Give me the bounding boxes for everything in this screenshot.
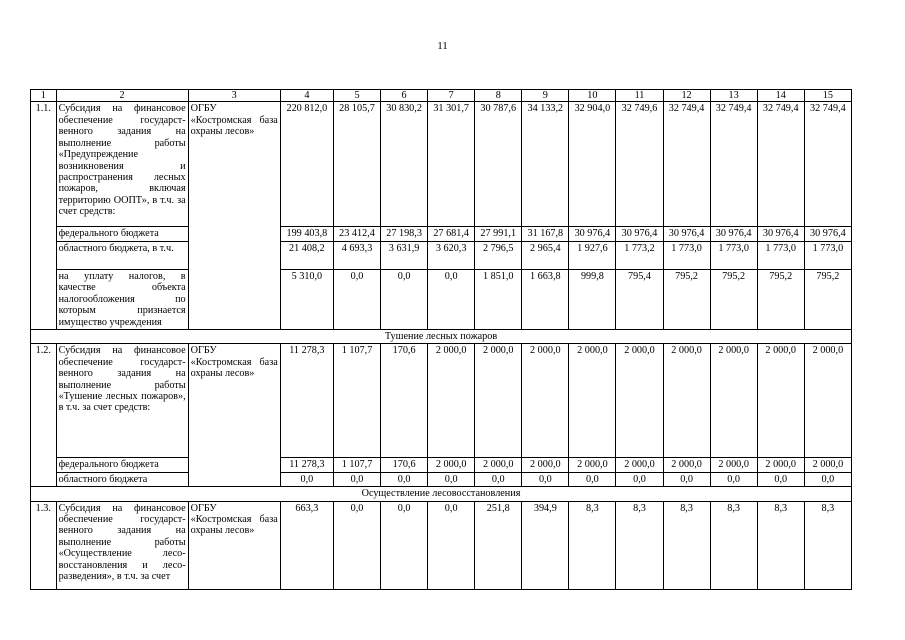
- budget-table: [30, 89, 852, 590]
- table-row: [31, 344, 852, 458]
- column-number-cell: 13: [710, 90, 757, 102]
- value-cell: 1 773,2: [616, 241, 663, 269]
- value-cell: 1 663,8: [522, 269, 569, 329]
- table-row: [31, 241, 852, 269]
- value-cell: 8,3: [757, 501, 804, 589]
- value-cell: 2 000,0: [663, 344, 710, 458]
- value-cell: 2 000,0: [710, 344, 757, 458]
- value-cell: 3 620,3: [428, 241, 475, 269]
- value-cell: 1 773,0: [757, 241, 804, 269]
- value-cell: 0,0: [522, 472, 569, 486]
- section-title: Тушение лесных пожаров: [31, 329, 852, 343]
- value-cell: 0,0: [381, 472, 428, 486]
- column-number-cell: 1: [31, 90, 57, 102]
- value-cell: 2 000,0: [616, 458, 663, 472]
- value-cell: 2 000,0: [710, 458, 757, 472]
- row-index: 1.2.: [31, 344, 57, 487]
- value-cell: 795,2: [663, 269, 710, 329]
- value-cell: 2 000,0: [616, 344, 663, 458]
- section-row: [31, 487, 852, 501]
- value-cell: 4 693,3: [333, 241, 380, 269]
- table-row: [31, 102, 852, 227]
- value-cell: 8,3: [710, 501, 757, 589]
- column-number-cell: 5: [333, 90, 380, 102]
- value-cell: 0,0: [280, 472, 333, 486]
- value-cell: 2 000,0: [475, 344, 522, 458]
- value-cell: 0,0: [333, 269, 380, 329]
- value-cell: 2 000,0: [522, 344, 569, 458]
- row-description: Субсидия на финансовое обеспечение государст-венного задания на выполнение работы «Тушение лесных пожаров», в т.ч. за счет средств:: [56, 344, 188, 458]
- value-cell: 21 408,2: [280, 241, 333, 269]
- value-cell: 2 000,0: [428, 344, 475, 458]
- column-number-cell: 15: [804, 90, 851, 102]
- value-cell: 2 000,0: [569, 344, 616, 458]
- column-number-cell: 11: [616, 90, 663, 102]
- section-row: [31, 329, 852, 343]
- value-cell: 23 412,4: [333, 227, 380, 241]
- table-row: [31, 269, 852, 329]
- value-cell: 30 976,4: [569, 227, 616, 241]
- value-cell: 0,0: [663, 472, 710, 486]
- value-cell: 2 965,4: [522, 241, 569, 269]
- column-number-cell: 7: [428, 90, 475, 102]
- table-body: [31, 90, 852, 590]
- value-cell: 31 167,8: [522, 227, 569, 241]
- row-executor: ОГБУ «Костромская база охраны лесов»: [188, 344, 280, 487]
- value-cell: 2 000,0: [757, 344, 804, 458]
- value-cell: 2 000,0: [804, 458, 851, 472]
- column-number-cell: 14: [757, 90, 804, 102]
- row-executor: ОГБУ «Костромская база охраны лесов»: [188, 102, 280, 330]
- value-cell: 27 681,4: [428, 227, 475, 241]
- funding-source-label: федерального бюджета: [56, 458, 188, 472]
- funding-source-label: федерального бюджета: [56, 227, 188, 241]
- table-row: [31, 472, 852, 486]
- value-cell: 30 830,2: [381, 102, 428, 227]
- value-cell: 32 749,4: [804, 102, 851, 227]
- value-cell: 1 773,0: [663, 241, 710, 269]
- column-number-cell: 8: [475, 90, 522, 102]
- table-row: [31, 501, 852, 589]
- value-cell: 0,0: [710, 472, 757, 486]
- funding-source-label: областного бюджета: [56, 472, 188, 486]
- value-cell: 2 000,0: [428, 458, 475, 472]
- value-cell: 30 976,4: [710, 227, 757, 241]
- value-cell: 1 107,7: [333, 344, 380, 458]
- value-cell: 170,6: [381, 344, 428, 458]
- value-cell: 2 000,0: [569, 458, 616, 472]
- value-cell: 31 301,7: [428, 102, 475, 227]
- value-cell: 27 198,3: [381, 227, 428, 241]
- value-cell: 795,2: [804, 269, 851, 329]
- column-number-cell: 12: [663, 90, 710, 102]
- value-cell: 11 278,3: [280, 344, 333, 458]
- value-cell: 3 631,9: [381, 241, 428, 269]
- value-cell: 1 773,0: [804, 241, 851, 269]
- value-cell: 1 773,0: [710, 241, 757, 269]
- value-cell: 0,0: [381, 269, 428, 329]
- value-cell: 795,2: [757, 269, 804, 329]
- table-row: [31, 458, 852, 472]
- value-cell: 8,3: [663, 501, 710, 589]
- value-cell: 32 749,4: [663, 102, 710, 227]
- value-cell: 8,3: [804, 501, 851, 589]
- value-cell: 0,0: [757, 472, 804, 486]
- funding-source-label: на уплату налогов, в качестве объекта налогообложения по которым признается имущество учреждения: [56, 269, 188, 329]
- column-number-cell: 6: [381, 90, 428, 102]
- value-cell: 220 812,0: [280, 102, 333, 227]
- value-cell: 0,0: [428, 269, 475, 329]
- value-cell: 999,8: [569, 269, 616, 329]
- value-cell: 30 787,6: [475, 102, 522, 227]
- row-index: 1.3.: [31, 501, 57, 589]
- value-cell: 28 105,7: [333, 102, 380, 227]
- table-row: [31, 227, 852, 241]
- value-cell: 0,0: [381, 501, 428, 589]
- column-number-cell: 4: [280, 90, 333, 102]
- value-cell: 8,3: [569, 501, 616, 589]
- value-cell: 1 107,7: [333, 458, 380, 472]
- value-cell: 663,3: [280, 501, 333, 589]
- value-cell: 32 749,4: [710, 102, 757, 227]
- column-number-cell: 10: [569, 90, 616, 102]
- value-cell: 2 000,0: [663, 458, 710, 472]
- page-number: 11: [437, 40, 448, 52]
- value-cell: 32 904,0: [569, 102, 616, 227]
- value-cell: 0,0: [804, 472, 851, 486]
- row-description: Субсидия на финансовое обеспечение государст-венного задания на выполнение работы «Осуществление лесо-восстановления и лесо-разведения», в т.ч. за счет: [56, 501, 188, 589]
- value-cell: 0,0: [569, 472, 616, 486]
- value-cell: 795,4: [616, 269, 663, 329]
- value-cell: 2 000,0: [475, 458, 522, 472]
- value-cell: 795,2: [710, 269, 757, 329]
- section-title: Осуществление лесовосстановления: [31, 487, 852, 501]
- value-cell: 32 749,6: [616, 102, 663, 227]
- value-cell: 251,8: [475, 501, 522, 589]
- value-cell: 27 991,1: [475, 227, 522, 241]
- value-cell: 0,0: [333, 472, 380, 486]
- value-cell: 34 133,2: [522, 102, 569, 227]
- value-cell: 0,0: [616, 472, 663, 486]
- value-cell: 0,0: [333, 501, 380, 589]
- row-description: Субсидия на финансовое обеспечение государст-венного задания на выполнение работы «Предупреждение возникновения и распространения лесных пожаров, включая территорию ООПТ», в т.ч. за счет средств:: [56, 102, 188, 227]
- value-cell: 2 000,0: [522, 458, 569, 472]
- value-cell: 1 927,6: [569, 241, 616, 269]
- value-cell: 8,3: [616, 501, 663, 589]
- value-cell: 11 278,3: [280, 458, 333, 472]
- value-cell: 30 976,4: [616, 227, 663, 241]
- value-cell: 2 000,0: [804, 344, 851, 458]
- value-cell: 394,9: [522, 501, 569, 589]
- value-cell: 5 310,0: [280, 269, 333, 329]
- value-cell: 30 976,4: [757, 227, 804, 241]
- column-number-row: [31, 90, 852, 102]
- value-cell: 0,0: [428, 501, 475, 589]
- value-cell: 0,0: [428, 472, 475, 486]
- value-cell: 199 403,8: [280, 227, 333, 241]
- value-cell: 0,0: [475, 472, 522, 486]
- value-cell: 170,6: [381, 458, 428, 472]
- value-cell: 30 976,4: [804, 227, 851, 241]
- column-number-cell: 3: [188, 90, 280, 102]
- funding-source-label: областного бюджета, в т.ч.: [56, 241, 188, 269]
- value-cell: 32 749,4: [757, 102, 804, 227]
- value-cell: 1 851,0: [475, 269, 522, 329]
- row-executor: ОГБУ «Костромская база охраны лесов»: [188, 501, 280, 589]
- value-cell: 2 796,5: [475, 241, 522, 269]
- value-cell: 2 000,0: [757, 458, 804, 472]
- column-number-cell: 9: [522, 90, 569, 102]
- row-index: 1.1.: [31, 102, 57, 330]
- column-number-cell: 2: [56, 90, 188, 102]
- value-cell: 30 976,4: [663, 227, 710, 241]
